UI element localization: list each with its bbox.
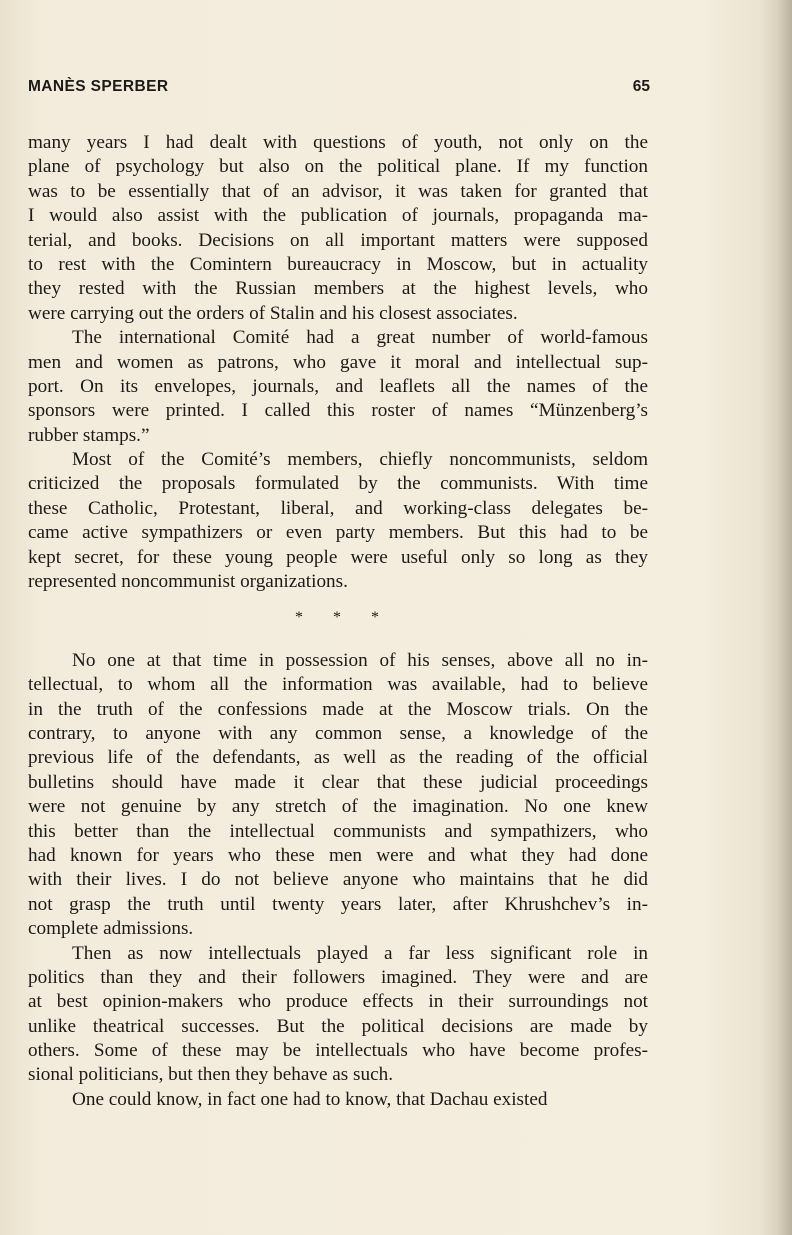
- paragraph: [28, 326, 648, 448]
- book-gutter-shadow: [776, 0, 792, 1235]
- text-line: rubber stamps.”: [28, 424, 150, 446]
- text-line: this better than the intellectual communists and sympathizers, who: [28, 820, 648, 842]
- text-line: complete admissions.: [28, 918, 194, 940]
- text-line: to rest with the Comintern bureaucracy in Moscow, but in actuality: [28, 253, 648, 275]
- text-line: Then as now intellectuals played a far less significant role in: [72, 942, 648, 964]
- text-line: many years I had dealt with questions of youth, not only on the: [28, 132, 648, 153]
- text-line: politics than they and their followers imagined. They were and are: [28, 966, 648, 988]
- page-number: 65: [632, 78, 650, 95]
- text-line: in the truth of the confessions made at the Moscow trials. On the: [28, 698, 648, 720]
- text-line: port. On its envelopes, journals, and leaflets all the names of the: [28, 375, 648, 397]
- text-line: plane of psychology but also on the political plane. If my function: [28, 156, 648, 178]
- text-line: bulletins should have made it clear that these judicial proceedings: [28, 771, 648, 793]
- text-line: One could know, in fact one had to know, that Dachau existed: [72, 1088, 548, 1110]
- paragraph: [28, 131, 648, 326]
- text-line: came active sympathizers or even party members. But this had to be: [28, 522, 648, 544]
- text-line: had known for years who these men were and what they had done: [28, 844, 648, 866]
- text-line: sponsors were printed. I called this roster of names “Münzenberg’s: [28, 400, 648, 422]
- text-line: with their lives. I do not believe anyone who maintains that he did: [28, 869, 648, 891]
- text-line: criticized the proposals formulated by the communists. With time: [28, 473, 648, 495]
- asterisk: *: [371, 609, 381, 627]
- paragraph: [28, 942, 648, 1088]
- paragraph: [28, 1088, 648, 1112]
- text-line: was to be essentially that of an advisor, it was taken for granted that: [28, 180, 648, 202]
- text-line: No one at that time in possession of his senses, above all no in-: [72, 649, 648, 671]
- asterisk: *: [295, 609, 305, 627]
- text-line: contrary, to anyone with any common sense, a knowledge of the: [28, 722, 648, 744]
- text-line: unlike theatrical successes. But the political decisions are made by: [28, 1015, 648, 1037]
- text-line: previous life of the defendants, as well as the reading of the official: [28, 747, 648, 769]
- text-line: not grasp the truth until twenty years later, after Khrushchev’s in-: [28, 893, 648, 915]
- section-break: [28, 606, 648, 630]
- running-head: MANÈS SPERBER: [28, 78, 169, 95]
- text-line: at best opinion-makers who produce effects in their surroundings not: [28, 991, 648, 1013]
- asterisk: *: [333, 609, 343, 627]
- text-line: represented noncommunist organizations.: [28, 571, 348, 593]
- text-line: were carrying out the orders of Stalin and his closest associates.: [28, 302, 518, 324]
- text-line: kept secret, for these young people were useful only so long as they: [28, 546, 648, 568]
- paragraph: [28, 448, 648, 594]
- text-line: terial, and books. Decisions on all important matters were supposed: [28, 229, 648, 251]
- text-line: men and women as patrons, who gave it moral and intellectual sup-: [28, 351, 648, 373]
- text-line: they rested with the Russian members at the highest levels, who: [28, 278, 648, 300]
- body-text: [28, 131, 648, 1112]
- paragraph: [28, 649, 648, 942]
- text-line: sional politicians, but then they behave as such.: [28, 1064, 394, 1086]
- text-line: I would also assist with the publication of journals, propaganda ma-: [28, 205, 648, 227]
- text-line: these Catholic, Protestant, liberal, and working-class delegates be-: [28, 497, 648, 519]
- text-line: others. Some of these may be intellectuals who have become profes-: [28, 1040, 648, 1062]
- text-line: The international Comité had a great number of world-famous: [72, 327, 648, 349]
- text-line: Most of the Comité’s members, chiefly noncommunists, seldom: [72, 449, 648, 471]
- page-header: [28, 78, 650, 100]
- text-line: tellectual, to whom all the information was available, had to believe: [28, 674, 648, 696]
- text-line: were not genuine by any stretch of the imagination. No one knew: [28, 796, 648, 818]
